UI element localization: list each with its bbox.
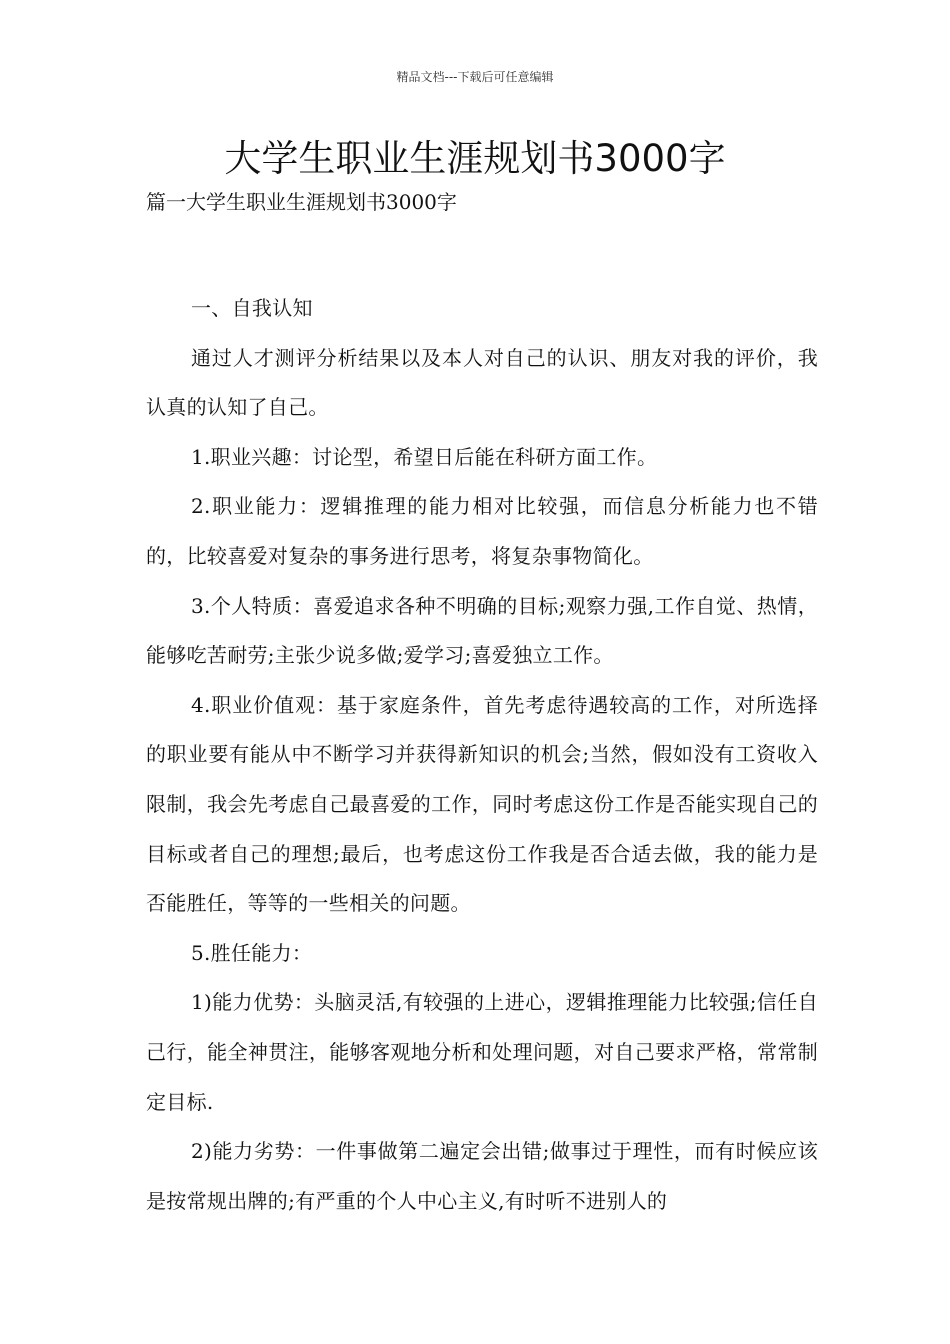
document-subtitle: 篇一大学生职业生涯规划书3000字 [146,190,457,214]
paragraph: 2)能力劣势：一件事做第二遍定会出错;做事过于理性，而有时候应该是按常规出牌的;有严重的个人中心主义,有时听不进别人的 [146,1139,818,1213]
header-note: 精品文档---下载后可任意编辑 [396,70,554,84]
document-title: 大学生职业生涯规划书3000字 [224,137,726,180]
paragraph: 4.职业价值观：基于家庭条件，首先考虑待遇较高的工作，对所选择的职业要有能从中不断学习并获得新知识的机会;当然，假如没有工资收入限制，我会先考虑自己最喜爱的工作，同时考虑这份工作是否能实现自己的目标或者自己的理想;最后，也考虑这份工作我是否合适去做，我的能力是否能胜任，等等的一些相关的问题。 [146,692,818,916]
paragraph: 1.职业兴趣：讨论型，希望日后能在科研方面工作。 [191,444,658,469]
document-body [146,284,818,1226]
paragraph: 5.胜任能力： [191,940,313,965]
paragraph: 通过人才测评分析结果以及本人对自己的认识、朋友对我的评价，我认真的认知了自己。 [146,345,818,420]
section-heading: 一、自我认知 [191,296,313,320]
paragraph: 1)能力优势：头脑灵活,有较强的上进心，逻辑推理能力比较强;信任自己行，能全神贯注，能够客观地分析和处理问题，对自己要求严格，常常制定目标. [146,990,818,1114]
paragraph: 2.职业能力：逻辑推理的能力相对比较强，而信息分析能力也不错的，比较喜爱对复杂的事务进行思考，将复杂事物简化。 [146,494,818,568]
paragraph: 3.个人特质：喜爱追求各种不明确的目标;观察力强,工作自觉、热情，能够吃苦耐劳;主张少说多做;爱学习;喜爱独立工作。 [146,593,818,668]
